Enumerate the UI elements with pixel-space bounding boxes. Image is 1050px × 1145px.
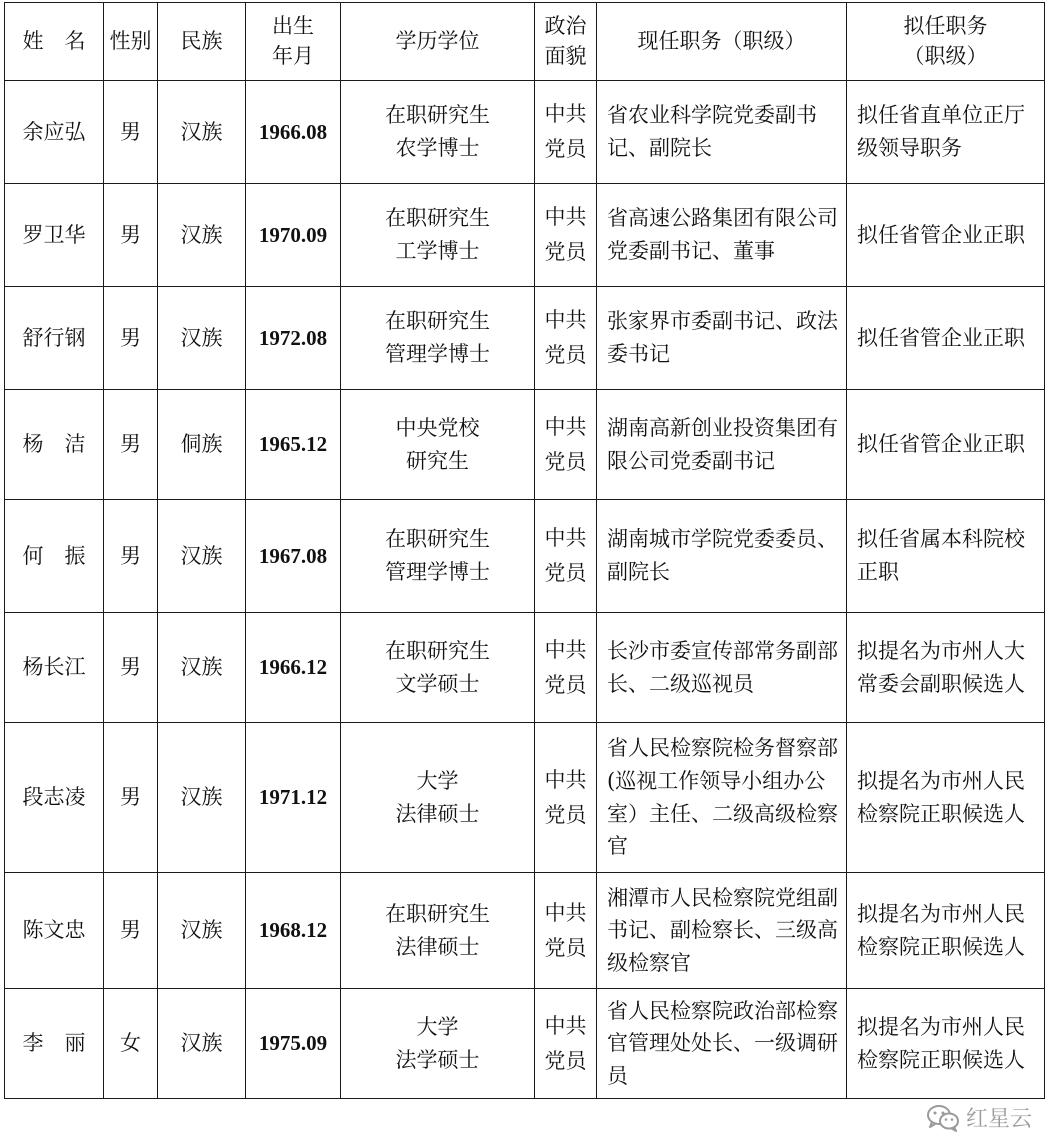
- cell-birth: 1972.08: [246, 287, 341, 390]
- cell-education-line2: 法学硕士: [395, 1047, 480, 1072]
- cell-current-post: 湖南城市学院党委委员、副院长: [597, 500, 847, 613]
- cell-party-line2: 党员: [544, 343, 587, 367]
- cell-name: 罗卫华: [5, 184, 104, 287]
- cell-current-post: 张家界市委副书记、政法委书记: [597, 287, 847, 390]
- cell-education: [341, 81, 535, 184]
- header-education: 学历学位: [341, 3, 535, 81]
- cell-birth: 1970.09: [246, 184, 341, 287]
- cell-proposed-post: 拟任省直单位正厅级领导职务: [847, 81, 1045, 184]
- cell-ethnicity: 侗族: [158, 390, 246, 500]
- table-row: [5, 989, 1045, 1099]
- cell-education: [341, 390, 535, 500]
- header-birth: [246, 3, 341, 81]
- table-row: [5, 500, 1045, 613]
- cell-name: 何 振: [5, 500, 104, 613]
- cell-education: [341, 989, 535, 1099]
- cell-party-line1: 中共: [544, 900, 587, 925]
- cell-ethnicity: 汉族: [158, 873, 246, 989]
- cell-birth: 1967.08: [246, 500, 341, 613]
- cell-current-post: 省高速公路集团有限公司党委副书记、董事: [597, 184, 847, 287]
- cell-ethnicity: 汉族: [158, 613, 246, 723]
- cell-education-line2: 研究生: [406, 448, 469, 473]
- cell-party-line2: 党员: [544, 672, 587, 697]
- cell-party-line1: 中共: [544, 102, 587, 127]
- cell-current-post: 湘潭市人民检察院党组副书记、副检察长、三级高级检察官: [597, 873, 847, 989]
- cell-party-line1: 中共: [544, 526, 587, 551]
- cell-birth: 1975.09: [246, 989, 341, 1099]
- watermark-text: 红星云: [965, 1107, 1032, 1132]
- cell-education-line2: 文学硕士: [395, 671, 480, 696]
- watermark: [926, 1102, 1032, 1133]
- cell-education-line1: 在职研究生: [385, 206, 490, 231]
- cell-current-post: 湖南高新创业投资集团有限公司党委副书记: [597, 390, 847, 500]
- cell-education-line2: 工学博士: [395, 239, 480, 263]
- cell-ethnicity: 汉族: [158, 287, 246, 390]
- cell-name: 舒行钢: [5, 287, 104, 390]
- cell-party-line2: 党员: [544, 137, 587, 161]
- cell-party: [535, 81, 597, 184]
- cell-education: [341, 500, 535, 613]
- cell-education-line2: 管理学博士: [385, 560, 490, 584]
- cell-birth: 1968.12: [246, 873, 341, 989]
- cell-education-line1: 在职研究生: [385, 527, 490, 552]
- header-current-post: 现任职务（职级）: [597, 3, 847, 81]
- header-birth-line2: 年月: [272, 43, 314, 68]
- cell-name: 段志凌: [5, 723, 104, 873]
- candidate-table-sheet: [4, 2, 1044, 1099]
- cell-proposed-post: 拟提名为市州人民检察院正职候选人: [847, 989, 1045, 1099]
- cell-education: [341, 287, 535, 390]
- header-proposed-line2: （职级）: [903, 43, 988, 68]
- cell-proposed-post: 拟任省管企业正职: [847, 287, 1045, 390]
- cell-education-line2: 管理学博士: [385, 342, 490, 366]
- cell-party-line1: 中共: [544, 767, 587, 792]
- cell-party-line1: 中共: [544, 308, 587, 333]
- cell-gender: 男: [104, 287, 158, 390]
- cell-birth: 1966.08: [246, 81, 341, 184]
- cell-gender: 男: [104, 613, 158, 723]
- cell-proposed-post: 拟任省管企业正职: [847, 184, 1045, 287]
- cell-party-line2: 党员: [544, 240, 587, 264]
- cell-gender: 男: [104, 81, 158, 184]
- cell-education: [341, 723, 535, 873]
- cell-education-line1: 在职研究生: [385, 638, 490, 663]
- cell-gender: 男: [104, 873, 158, 989]
- cell-proposed-post: 拟任省属本科院校正职: [847, 500, 1045, 613]
- cell-name: 杨长江: [5, 613, 104, 723]
- cell-party-line1: 中共: [544, 637, 587, 662]
- cell-party: [535, 500, 597, 613]
- cell-name: 李 丽: [5, 989, 104, 1099]
- cell-name: 杨 洁: [5, 390, 104, 500]
- table-row: [5, 81, 1045, 184]
- header-proposed-line1: 拟任职务: [903, 14, 988, 39]
- cell-education-line1: 大学: [416, 768, 459, 793]
- cell-party: [535, 613, 597, 723]
- cell-gender: 女: [104, 989, 158, 1099]
- cell-education: [341, 184, 535, 287]
- cell-current-post: 省人民检察院政治部检察官管理处处长、一级调研员: [597, 989, 847, 1099]
- table-row: [5, 390, 1045, 500]
- cell-education-line2: 农学博士: [395, 136, 480, 160]
- cell-education-line2: 法律硕士: [395, 801, 480, 826]
- cell-education-line1: 中央党校: [395, 415, 480, 440]
- wechat-icon: [926, 1104, 960, 1132]
- header-name: 姓 名: [5, 3, 104, 81]
- cell-gender: 男: [104, 390, 158, 500]
- cell-birth: 1971.12: [246, 723, 341, 873]
- cell-proposed-post: 拟提名为市州人大常委会副职候选人: [847, 613, 1045, 723]
- cell-name: 陈文忠: [5, 873, 104, 989]
- header-party-line2: 面貌: [544, 43, 587, 68]
- cell-gender: 男: [104, 723, 158, 873]
- cell-party-line2: 党员: [544, 561, 587, 585]
- header-gender: 性别: [104, 3, 158, 81]
- cell-gender: 男: [104, 500, 158, 613]
- cell-ethnicity: 汉族: [158, 500, 246, 613]
- cell-party-line2: 党员: [544, 1048, 587, 1073]
- cell-party: [535, 287, 597, 390]
- cell-education-line2: 法律硕士: [395, 934, 480, 959]
- cell-current-post: 省人民检察院检务督察部(巡视工作领导小组办公室）主任、二级高级检察官: [597, 723, 847, 873]
- cell-current-post: 省农业科学院党委副书记、副院长: [597, 81, 847, 184]
- table-header-row: [5, 3, 1045, 81]
- cell-ethnicity: 汉族: [158, 723, 246, 873]
- cell-ethnicity: 汉族: [158, 81, 246, 184]
- header-party-line1: 政治: [544, 14, 587, 39]
- cell-education-line1: 在职研究生: [385, 103, 490, 128]
- header-party: [535, 3, 597, 81]
- cell-party-line1: 中共: [544, 414, 587, 439]
- table-row: [5, 613, 1045, 723]
- header-ethnicity: 民族: [158, 3, 246, 81]
- cell-party: [535, 184, 597, 287]
- cell-party-line1: 中共: [544, 1013, 587, 1038]
- cell-party-line1: 中共: [544, 205, 587, 230]
- cell-education: [341, 613, 535, 723]
- cell-education-line1: 大学: [416, 1014, 459, 1039]
- cell-current-post: 长沙市委宣传部常务副部长、二级巡视员: [597, 613, 847, 723]
- cell-name: 余应弘: [5, 81, 104, 184]
- candidate-table: [4, 2, 1045, 1099]
- cell-party-line2: 党员: [544, 802, 587, 827]
- header-proposed-post: [847, 3, 1045, 81]
- cell-ethnicity: 汉族: [158, 184, 246, 287]
- cell-education-line1: 在职研究生: [385, 309, 490, 334]
- cell-ethnicity: 汉族: [158, 989, 246, 1099]
- cell-gender: 男: [104, 184, 158, 287]
- cell-party-line2: 党员: [544, 449, 587, 474]
- header-birth-line1: 出生: [272, 14, 314, 39]
- table-row: [5, 184, 1045, 287]
- table-row: [5, 723, 1045, 873]
- cell-birth: 1966.12: [246, 613, 341, 723]
- cell-proposed-post: 拟提名为市州人民检察院正职候选人: [847, 873, 1045, 989]
- cell-education-line1: 在职研究生: [385, 901, 490, 926]
- cell-party: [535, 723, 597, 873]
- table-row: [5, 287, 1045, 390]
- cell-party-line2: 党员: [544, 935, 587, 960]
- cell-proposed-post: 拟提名为市州人民检察院正职候选人: [847, 723, 1045, 873]
- cell-party: [535, 989, 597, 1099]
- cell-party: [535, 390, 597, 500]
- cell-education: [341, 873, 535, 989]
- cell-party: [535, 873, 597, 989]
- table-row: [5, 873, 1045, 989]
- cell-proposed-post: 拟任省管企业正职: [847, 390, 1045, 500]
- cell-birth: 1965.12: [246, 390, 341, 500]
